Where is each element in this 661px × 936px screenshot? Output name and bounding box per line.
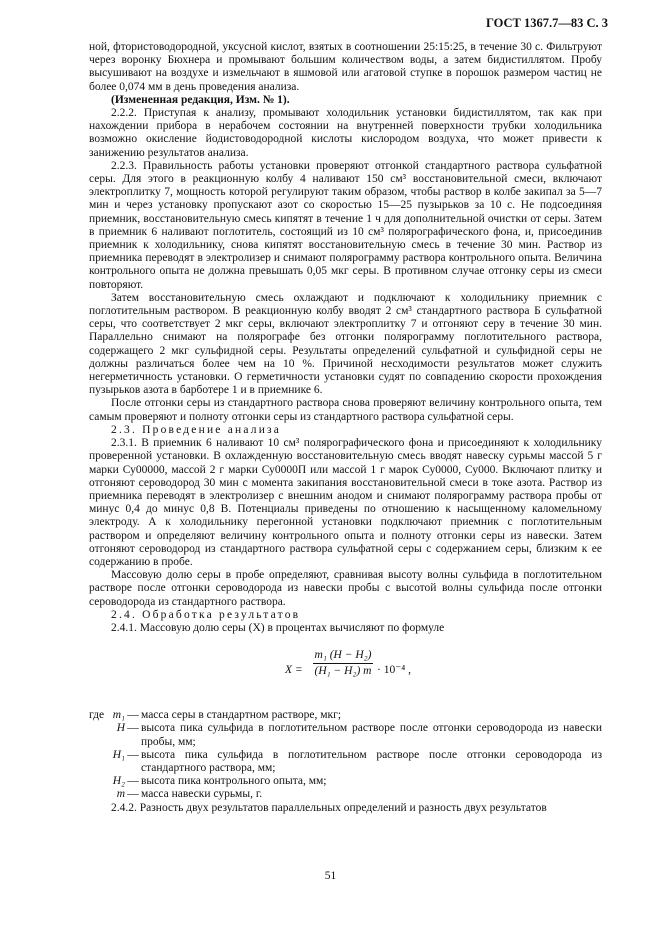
- paragraph: После отгонки серы из стандартного раствора снова проверяют величину контрольного опыта, тем самым проверяют и полноту отгонки серы из стандартного раствора сульфатной серы.: [89, 397, 602, 423]
- page-number: 51: [324, 870, 337, 882]
- legend-dash: —: [127, 775, 139, 788]
- legend-dash: —: [127, 722, 139, 735]
- legend-row: [89, 722, 602, 748]
- legend-row: [89, 775, 602, 788]
- legend-symbol: H: [116, 722, 125, 735]
- paragraph: 2.4.2. Разность двух результатов параллельных определений и разность двух результатов: [111, 801, 547, 814]
- legend-description: высота пика сульфида в поглотительном растворе после отгонки сероводорода из стандартного раствора, мм;: [141, 748, 602, 774]
- paragraph: 2.2.3. Правильность работы установки проверяют отгонкой стандартного раствора сульфатной серы. Для этого в реакционную колбу 4 наливают 150 см³ восстановительной смеси, включают электроплитку 7, мощность которой регулируют таким образом, чтобы раствор в колбе закипал за 5—7 мин и через установку пропускают азот со скоростью 15—25 пузырьков за 10 с. Не подсоединяя приемник, восстановительную смесь кипятят в течение 1 ч для дополнительной очистки от серы. Затем в приемник 6 наливают поглотитель, состоящий из 10 см³ полярографического фона, и, присоединив приемник к холодильнику, снова кипятят восстановительную смесь в течение 30 мин. Раствор из приемника переводят в электролизер и снимают полярограмму раствора контрольного опыта. Величина контрольного опыта не должна превышать 0,05 мкг серы. В противном случае отгонку серы из смеси повторяют.: [89, 159, 602, 291]
- formula-rhs: · 10⁻⁴ ,: [377, 664, 412, 677]
- legend-symbol: m: [116, 788, 125, 801]
- formula: [285, 649, 602, 693]
- section-heading: 2.3. Проведение анализа: [111, 423, 282, 436]
- formula-lhs: X =: [285, 664, 303, 677]
- section-heading: 2.4. Обработка результатов: [111, 608, 301, 621]
- paragraph: Массовую долю серы в пробе определяют, сравнивая высоту волны сульфида в поглотительном растворе после отгонки сероводорода из навески пробы с высотой волны сульфида после отгонки сероводорода из стандартного раствора.: [89, 569, 602, 608]
- legend-lead: где: [89, 709, 105, 722]
- legend-dash: —: [127, 788, 139, 801]
- document-body: [89, 41, 602, 815]
- formula-numerator: m₁ (H − H₂): [313, 649, 373, 664]
- legend-symbol: H₁: [112, 748, 125, 761]
- legend-row: [89, 709, 602, 722]
- amendment-note: (Измененная редакция, Изм. № 1).: [111, 93, 290, 106]
- formula-fraction: [313, 649, 373, 678]
- legend-dash: —: [127, 748, 139, 761]
- paragraph: 2.2.2. Приступая к анализу, промывают холодильник установки бидистиллятом, так как при нахождении прибора в нерабочем состоянии на внутренней поверхности трубки холодильника возможно окисление йодистоводородной кислоты кислородом воздуха, что может привести к занижению результатов анализа.: [89, 107, 602, 159]
- legend-symbol: m₁: [112, 709, 125, 722]
- legend-description: высота пика контрольного опыта, мм;: [141, 775, 327, 788]
- formula-denominator: (H₁ − H₂) m: [314, 665, 372, 678]
- paragraph: ной, фтористоводородной, уксусной кислот, взятых в соотношении 25:15:25, в течение 30 с. Фильтруют через воронку Бюхнера и промывают большим количеством воды, а затем бидистиллятом. Пробу высушивают на воздухе и измельчают в яшмовой или агатовой ступке в порошок размером частиц не более 0,074 мм в день проведения анализа.: [89, 41, 602, 93]
- legend-dash: —: [127, 709, 139, 722]
- page-header: ГОСТ 1367.7—83 С. 3: [485, 16, 608, 30]
- paragraph: 2.3.1. В приемник 6 наливают 10 см³ полярографического фона и присоединяют к холодильнику проверенной установки. В охлажденную восстановительную смесь вводят навеску сурьмы массой 5 г марки Су00000, массой 2 г марки Су0000П или массой 1 г марок Су0000, Су000. Включают плитку и отгоняют сероводород 30 мин с момента закипания восстановительной смеси в токе азота. Раствор из приемника переводят в электролизер с внешним анодом и снимают полярограмму раствора пробы от минус 0,4 до минус 0,8 В. Потенциалы приведены по отношению к насыщенному каломельному электроду. А к холодильнику перегонной установки подключают приемник с поглотительным раствором и определяют величину контрольного опыта и полноту отгонки серы из навески. Затем отгоняют сероводород из стандартного раствора сульфатной серы с содержанием серы, близким к ее содержанию в пробе.: [89, 437, 602, 568]
- formula-legend: [89, 709, 602, 801]
- legend-symbol: H₂: [112, 775, 125, 788]
- paragraph: 2.4.1. Массовую долю серы (X) в процентах вычисляют по формуле: [111, 621, 445, 634]
- legend-row: [89, 788, 602, 801]
- legend-description: масса серы в стандартном растворе, мкг;: [141, 709, 342, 722]
- legend-description: масса навески сурьмы, г.: [141, 788, 263, 801]
- paragraph: Затем восстановительную смесь охлаждают и подключают к холодильнику приемник с поглотительным раствором. В реакционную колбу вводят 2 см³ стандартного раствора Б сульфатной серы, что соответствует 2 мкг серы, включают электроплитку 7 и отгоняют серу в течение 30 мин. Параллельно снимают на полярографе без отгонки полярограмму поглотительного раствора, содержащего 2 мкг сульфидной серы. Результаты определений сульфатной и сульфидной серы не должны различаться более чем на 10 %. Причиной несходимости результатов может служить негерметичность установки. О герметичности установки судят по совпадению скорости прохождения пузырьков азота в барботере 1 и в приемнике 6.: [89, 291, 602, 397]
- legend-row: [89, 749, 602, 775]
- legend-description: высота пика сульфида в поглотительном растворе после отгонки сероводорода из навески пробы, мм;: [141, 722, 602, 748]
